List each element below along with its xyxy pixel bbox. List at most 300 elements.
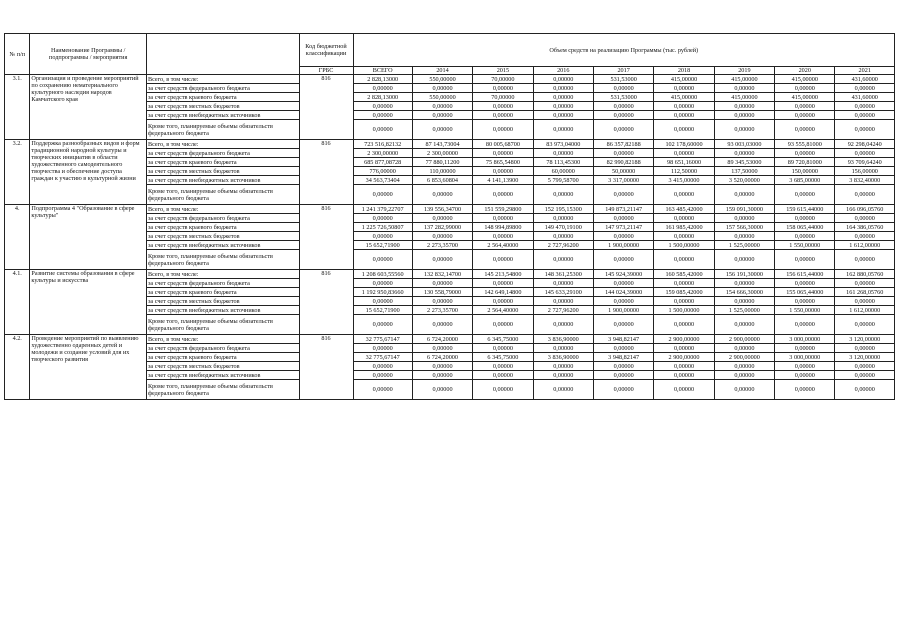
amount-cell: 83 973,04000 [533, 140, 593, 149]
amount-cell: 0,00000 [835, 232, 895, 241]
amount-cell: 0,00000 [533, 250, 593, 270]
amount-cell: 0,00000 [533, 344, 593, 353]
amount-cell: 0,00000 [412, 214, 472, 223]
amount-cell: 0,00000 [533, 380, 593, 400]
amount-cell: 0,00000 [775, 362, 835, 371]
amount-cell: 0,00000 [593, 84, 653, 93]
amount-cell: 159 615,44000 [775, 205, 835, 214]
amount-cell: 0,00000 [533, 102, 593, 111]
amount-cell: 0,00000 [412, 279, 472, 288]
amount-cell: 86 357,82188 [593, 140, 653, 149]
funding-source-label: за счет средств краевого бюджета [146, 93, 299, 102]
amount-cell: 0,00000 [473, 371, 533, 380]
amount-cell: 0,00000 [714, 279, 774, 288]
amount-cell: 155 065,44000 [775, 288, 835, 297]
amount-cell: 0,00000 [714, 84, 774, 93]
amount-cell: 6 724,20000 [412, 335, 472, 344]
row-number: 4. [5, 205, 30, 270]
amount-cell: 70,00000 [473, 93, 533, 102]
amount-cell: 0,00000 [593, 315, 653, 335]
amount-cell: 145 213,54800 [473, 270, 533, 279]
amount-cell: 0,00000 [714, 297, 774, 306]
amount-cell: 160 585,42000 [654, 270, 714, 279]
header-sub-8: 2020 [775, 67, 835, 75]
amount-cell: 1 208 603,55560 [353, 270, 412, 279]
amount-cell: 163 485,42000 [654, 205, 714, 214]
amount-cell: 0,00000 [412, 185, 472, 205]
grbs-code: 816 [299, 270, 353, 335]
amount-cell: 3 836,90000 [533, 353, 593, 362]
amount-cell: 112,50000 [654, 167, 714, 176]
header-code: Код бюджетной классификации [299, 34, 353, 67]
amount-cell: 77 880,11200 [412, 158, 472, 167]
amount-cell: 0,00000 [412, 102, 472, 111]
amount-cell: 6 724,20000 [412, 353, 472, 362]
table-row [5, 205, 895, 214]
amount-cell: 137,50000 [714, 167, 774, 176]
header-no: № п/п [5, 34, 30, 75]
amount-cell: 0,00000 [473, 279, 533, 288]
amount-cell: 685 877,08728 [353, 158, 412, 167]
amount-cell: 0,00000 [714, 362, 774, 371]
amount-cell: 0,00000 [835, 214, 895, 223]
amount-cell: 0,00000 [473, 167, 533, 176]
program-name: Поддержка разнообразных видов и форм традиционной народной культуры и творческих инициатив в области художественного самодеятельного творчества и обеспечение доступа граждан к участию в культурной жизни [30, 140, 147, 205]
amount-cell: 531,53000 [593, 93, 653, 102]
budget-table [4, 33, 895, 400]
amount-cell: 0,00000 [714, 315, 774, 335]
amount-cell: 161 268,05760 [835, 288, 895, 297]
amount-cell: 0,00000 [775, 371, 835, 380]
amount-cell: 0,00000 [714, 344, 774, 353]
amount-cell: 415,00000 [714, 93, 774, 102]
amount-cell: 0,00000 [775, 214, 835, 223]
amount-cell: 0,00000 [473, 380, 533, 400]
amount-cell: 0,00000 [533, 232, 593, 241]
funding-source-label: за счет средств местных бюджетов [146, 102, 299, 111]
amount-cell: 0,00000 [353, 102, 412, 111]
row-number: 4.2. [5, 335, 30, 400]
grbs-code: 816 [299, 75, 353, 140]
amount-cell: 1 550,00000 [775, 306, 835, 315]
amount-cell: 0,00000 [654, 232, 714, 241]
amount-cell: 0,00000 [654, 250, 714, 270]
funding-source-label: за счет средств местных бюджетов [146, 297, 299, 306]
funding-source-label: за счет средств краевого бюджета [146, 223, 299, 232]
amount-cell: 0,00000 [353, 120, 412, 140]
amount-cell: 32 775,67147 [353, 335, 412, 344]
amount-cell: 0,00000 [714, 102, 774, 111]
amount-cell: 156,00000 [835, 167, 895, 176]
funding-source-label: Кроме того, планируемые объемы обязательств федерального бюджета [146, 315, 299, 335]
amount-cell: 1 612,00000 [835, 306, 895, 315]
amount-cell: 2 900,00000 [714, 353, 774, 362]
amount-cell: 3 832,40000 [835, 176, 895, 185]
amount-cell: 0,00000 [593, 250, 653, 270]
amount-cell: 0,00000 [835, 84, 895, 93]
amount-cell: 0,00000 [835, 371, 895, 380]
amount-cell: 0,00000 [412, 84, 472, 93]
amount-cell: 0,00000 [654, 214, 714, 223]
amount-cell: 0,00000 [533, 75, 593, 84]
amount-cell: 0,00000 [412, 380, 472, 400]
amount-cell: 3 685,00000 [775, 176, 835, 185]
amount-cell: 0,00000 [412, 232, 472, 241]
amount-cell: 0,00000 [593, 232, 653, 241]
amount-cell: 415,00000 [654, 75, 714, 84]
header-sub-4: 2016 [533, 67, 593, 75]
amount-cell: 1 550,00000 [775, 241, 835, 250]
amount-cell: 1 192 950,83660 [353, 288, 412, 297]
amount-cell: 0,00000 [473, 232, 533, 241]
amount-cell: 0,00000 [835, 185, 895, 205]
amount-cell: 0,00000 [775, 120, 835, 140]
amount-cell: 0,00000 [714, 120, 774, 140]
amount-cell: 0,00000 [353, 279, 412, 288]
amount-cell: 0,00000 [835, 315, 895, 335]
funding-source-label: за счет средств внебюджетных источников [146, 306, 299, 315]
amount-cell: 2 273,35700 [412, 241, 472, 250]
funding-source-label: за счет средств краевого бюджета [146, 288, 299, 297]
amount-cell: 0,00000 [412, 344, 472, 353]
amount-cell: 159 085,42000 [654, 288, 714, 297]
amount-cell: 142 649,14800 [473, 288, 533, 297]
program-name: Проведение мероприятий по выявлению художественно одаренных детей и молодежи и создание условий для их творческого развития [30, 335, 147, 400]
amount-cell: 102 178,60000 [654, 140, 714, 149]
amount-cell: 0,00000 [835, 149, 895, 158]
amount-cell: 0,00000 [533, 120, 593, 140]
amount-cell: 164 386,05760 [835, 223, 895, 232]
amount-cell: 0,00000 [775, 250, 835, 270]
amount-cell: 3 317,00000 [593, 176, 653, 185]
amount-cell: 0,00000 [412, 250, 472, 270]
row-number: 4.1. [5, 270, 30, 335]
amount-cell: 0,00000 [714, 250, 774, 270]
funding-source-label: за счет средств федерального бюджета [146, 344, 299, 353]
amount-cell: 137 282,99000 [412, 223, 472, 232]
amount-cell: 149 470,19100 [533, 223, 593, 232]
amount-cell: 0,00000 [533, 214, 593, 223]
amount-cell: 1 900,00000 [593, 306, 653, 315]
amount-cell: 0,00000 [654, 102, 714, 111]
amount-cell: 150,00000 [775, 167, 835, 176]
amount-cell: 157 566,30000 [714, 223, 774, 232]
amount-cell: 159 091,30000 [714, 205, 774, 214]
amount-cell: 0,00000 [775, 380, 835, 400]
amount-cell: 0,00000 [353, 214, 412, 223]
amount-cell: 0,00000 [533, 297, 593, 306]
amount-cell: 0,00000 [835, 297, 895, 306]
amount-cell: 0,00000 [473, 120, 533, 140]
amount-cell: 2 300,00000 [353, 149, 412, 158]
amount-cell: 2 828,13000 [353, 75, 412, 84]
amount-cell: 3 120,00000 [835, 353, 895, 362]
amount-cell: 0,00000 [353, 371, 412, 380]
amount-cell: 1 612,00000 [835, 241, 895, 250]
amount-cell: 0,00000 [533, 149, 593, 158]
amount-cell: 0,00000 [353, 362, 412, 371]
amount-cell: 0,00000 [473, 84, 533, 93]
amount-cell: 0,00000 [533, 93, 593, 102]
amount-cell: 0,00000 [835, 362, 895, 371]
amount-cell: 0,00000 [473, 214, 533, 223]
amount-cell: 415,00000 [775, 75, 835, 84]
amount-cell: 2 900,00000 [654, 353, 714, 362]
amount-cell: 156 615,44000 [775, 270, 835, 279]
amount-cell: 87 143,73004 [412, 140, 472, 149]
amount-cell: 0,00000 [654, 362, 714, 371]
amount-cell: 0,00000 [593, 371, 653, 380]
amount-cell: 3 948,82147 [593, 353, 653, 362]
amount-cell: 2 727,96200 [533, 241, 593, 250]
header-name: Наименование Программы / подпрограммы / мероприятия [30, 34, 147, 75]
amount-cell: 0,00000 [412, 362, 472, 371]
header-volume: Объем средств на реализацию Программы (тыс. рублей) [353, 34, 894, 67]
amount-cell: 82 990,82188 [593, 158, 653, 167]
amount-cell: 93 003,03000 [714, 140, 774, 149]
amount-cell: 98 651,16000 [654, 158, 714, 167]
amount-cell: 50,00000 [593, 167, 653, 176]
amount-cell: 0,00000 [533, 279, 593, 288]
amount-cell: 6 345,75000 [473, 335, 533, 344]
amount-cell: 0,00000 [473, 102, 533, 111]
grbs-code: 816 [299, 205, 353, 270]
funding-source-label: за счет средств внебюджетных источников [146, 241, 299, 250]
amount-cell: 15 652,71900 [353, 241, 412, 250]
amount-cell: 0,00000 [835, 279, 895, 288]
funding-source-label: Кроме того, планируемые объемы обязательств федерального бюджета [146, 380, 299, 400]
amount-cell: 3 120,00000 [835, 335, 895, 344]
amount-cell: 1 225 726,50807 [353, 223, 412, 232]
funding-source-label: за счет средств краевого бюджета [146, 353, 299, 362]
amount-cell: 2 727,96200 [533, 306, 593, 315]
amount-cell: 0,00000 [714, 149, 774, 158]
amount-cell: 147 973,21147 [593, 223, 653, 232]
amount-cell: 0,00000 [412, 371, 472, 380]
program-name: Организация и проведение мероприятий по сохранению нематериального культурного наследия народов Камчатского края [30, 75, 147, 140]
amount-cell: 34 563,73404 [353, 176, 412, 185]
amount-cell: 1 500,00000 [654, 241, 714, 250]
amount-cell: 0,00000 [412, 297, 472, 306]
amount-cell: 0,00000 [593, 344, 653, 353]
funding-source-label: Кроме того, планируемые объемы обязательств федерального бюджета [146, 185, 299, 205]
amount-cell: 0,00000 [533, 315, 593, 335]
amount-cell: 0,00000 [353, 185, 412, 205]
amount-cell: 2 828,13000 [353, 93, 412, 102]
amount-cell: 3 948,82147 [593, 335, 653, 344]
amount-cell: 0,00000 [593, 102, 653, 111]
funding-source-label: Всего, в том числе: [146, 140, 299, 149]
amount-cell: 0,00000 [533, 111, 593, 120]
funding-source-label: за счет средств местных бюджетов [146, 232, 299, 241]
amount-cell: 110,00000 [412, 167, 472, 176]
amount-cell: 0,00000 [593, 380, 653, 400]
amount-cell: 5 799,58700 [533, 176, 593, 185]
amount-cell: 0,00000 [775, 102, 835, 111]
amount-cell: 15 652,71900 [353, 306, 412, 315]
amount-cell: 0,00000 [714, 214, 774, 223]
row-number: 3.1. [5, 75, 30, 140]
amount-cell: 70,00000 [473, 75, 533, 84]
amount-cell: 60,00000 [533, 167, 593, 176]
amount-cell: 0,00000 [654, 111, 714, 120]
amount-cell: 0,00000 [473, 315, 533, 335]
amount-cell: 0,00000 [353, 111, 412, 120]
funding-source-label: за счет средств федерального бюджета [146, 149, 299, 158]
amount-cell: 0,00000 [775, 279, 835, 288]
amount-cell: 161 985,42000 [654, 223, 714, 232]
amount-cell: 0,00000 [412, 111, 472, 120]
amount-cell: 162 880,05760 [835, 270, 895, 279]
program-name: Подпрограмма 4 "Образование в сфере культуры" [30, 205, 147, 270]
funding-source-label: Кроме того, планируемые объемы обязательств федерального бюджета [146, 250, 299, 270]
amount-cell: 0,00000 [353, 232, 412, 241]
amount-cell: 0,00000 [473, 250, 533, 270]
table-row [5, 270, 895, 279]
funding-source-label: Всего, в том числе: [146, 270, 299, 279]
header-sub-6: 2018 [654, 67, 714, 75]
amount-cell: 431,60000 [835, 93, 895, 102]
amount-cell: 1 900,00000 [593, 241, 653, 250]
amount-cell: 0,00000 [714, 371, 774, 380]
amount-cell: 0,00000 [593, 185, 653, 205]
amount-cell: 156 191,30000 [714, 270, 774, 279]
amount-cell: 92 298,04240 [835, 140, 895, 149]
amount-cell: 0,00000 [593, 214, 653, 223]
header-sub-9: 2021 [835, 67, 895, 75]
amount-cell: 0,00000 [654, 315, 714, 335]
header-sub-1: ВСЕГО [353, 67, 412, 75]
amount-cell: 154 666,30000 [714, 288, 774, 297]
amount-cell: 149 873,21147 [593, 205, 653, 214]
funding-source-label: за счет средств внебюджетных источников [146, 371, 299, 380]
header-blank [146, 34, 299, 75]
funding-source-label: за счет средств краевого бюджета [146, 158, 299, 167]
amount-cell: 1 525,00000 [714, 306, 774, 315]
amount-cell: 139 556,34700 [412, 205, 472, 214]
amount-cell: 415,00000 [775, 93, 835, 102]
amount-cell: 1 241 379,22707 [353, 205, 412, 214]
amount-cell: 0,00000 [353, 297, 412, 306]
funding-source-label: за счет средств местных бюджетов [146, 362, 299, 371]
amount-cell: 550,00000 [412, 93, 472, 102]
amount-cell: 776,00000 [353, 167, 412, 176]
amount-cell: 2 273,35700 [412, 306, 472, 315]
amount-cell: 0,00000 [412, 315, 472, 335]
amount-cell: 152 195,15300 [533, 205, 593, 214]
amount-cell: 0,00000 [654, 84, 714, 93]
amount-cell: 0,00000 [593, 120, 653, 140]
amount-cell: 0,00000 [533, 84, 593, 93]
funding-source-label: Кроме того, планируемые объемы обязательств федерального бюджета [146, 120, 299, 140]
amount-cell: 0,00000 [473, 111, 533, 120]
amount-cell: 0,00000 [835, 250, 895, 270]
amount-cell: 75 865,54800 [473, 158, 533, 167]
amount-cell: 3 000,00000 [775, 335, 835, 344]
amount-cell: 0,00000 [593, 111, 653, 120]
amount-cell: 0,00000 [775, 232, 835, 241]
amount-cell: 0,00000 [654, 279, 714, 288]
amount-cell: 0,00000 [593, 297, 653, 306]
row-number: 3.2. [5, 140, 30, 205]
funding-source-label: Всего, в том числе: [146, 75, 299, 84]
amount-cell: 0,00000 [593, 149, 653, 158]
header-sub-7: 2019 [714, 67, 774, 75]
header-sub-5: 2017 [593, 67, 653, 75]
amount-cell: 78 113,45300 [533, 158, 593, 167]
amount-cell: 0,00000 [412, 120, 472, 140]
funding-source-label: за счет средств федерального бюджета [146, 279, 299, 288]
amount-cell: 0,00000 [714, 111, 774, 120]
table-row [5, 75, 895, 84]
amount-cell: 550,00000 [412, 75, 472, 84]
amount-cell: 2 900,00000 [654, 335, 714, 344]
amount-cell: 2 300,00000 [412, 149, 472, 158]
amount-cell: 0,00000 [654, 149, 714, 158]
amount-cell: 531,53000 [593, 75, 653, 84]
amount-cell: 6 853,60804 [412, 176, 472, 185]
funding-source-label: за счет средств федерального бюджета [146, 214, 299, 223]
amount-cell: 2 900,00000 [714, 335, 774, 344]
program-name: Развитие системы образования в сфере культуры и искусства [30, 270, 147, 335]
amount-cell: 0,00000 [353, 344, 412, 353]
funding-source-label: Всего, в том числе: [146, 335, 299, 344]
amount-cell: 0,00000 [654, 120, 714, 140]
amount-cell: 0,00000 [353, 380, 412, 400]
amount-cell: 3 836,90000 [533, 335, 593, 344]
amount-cell: 145 633,29100 [533, 288, 593, 297]
amount-cell: 0,00000 [714, 232, 774, 241]
amount-cell: 0,00000 [473, 297, 533, 306]
amount-cell: 0,00000 [473, 344, 533, 353]
amount-cell: 0,00000 [353, 250, 412, 270]
funding-source-label: Всего, в том числе: [146, 205, 299, 214]
amount-cell: 148 361,25300 [533, 270, 593, 279]
amount-cell: 0,00000 [775, 315, 835, 335]
amount-cell: 80 005,68700 [473, 140, 533, 149]
amount-cell: 431,60000 [835, 75, 895, 84]
amount-cell: 0,00000 [775, 149, 835, 158]
funding-source-label: за счет средств внебюджетных источников [146, 111, 299, 120]
amount-cell: 0,00000 [775, 84, 835, 93]
amount-cell: 0,00000 [835, 102, 895, 111]
amount-cell: 6 345,75000 [473, 353, 533, 362]
funding-source-label: за счет средств местных бюджетов [146, 167, 299, 176]
amount-cell: 0,00000 [353, 315, 412, 335]
amount-cell: 0,00000 [533, 362, 593, 371]
amount-cell: 2 564,40000 [473, 241, 533, 250]
amount-cell: 0,00000 [654, 344, 714, 353]
amount-cell: 0,00000 [593, 279, 653, 288]
table-row [5, 140, 895, 149]
amount-cell: 0,00000 [775, 344, 835, 353]
amount-cell: 158 065,44000 [775, 223, 835, 232]
amount-cell: 0,00000 [714, 185, 774, 205]
amount-cell: 89 345,53000 [714, 158, 774, 167]
amount-cell: 0,00000 [533, 371, 593, 380]
amount-cell: 0,00000 [654, 185, 714, 205]
amount-cell: 0,00000 [775, 297, 835, 306]
amount-cell: 0,00000 [835, 344, 895, 353]
funding-source-label: за счет средств федерального бюджета [146, 84, 299, 93]
amount-cell: 148 994,89800 [473, 223, 533, 232]
amount-cell: 0,00000 [654, 380, 714, 400]
amount-cell: 93 555,81000 [775, 140, 835, 149]
amount-cell: 0,00000 [835, 120, 895, 140]
grbs-code: 816 [299, 140, 353, 205]
amount-cell: 0,00000 [835, 380, 895, 400]
amount-cell: 0,00000 [473, 185, 533, 205]
